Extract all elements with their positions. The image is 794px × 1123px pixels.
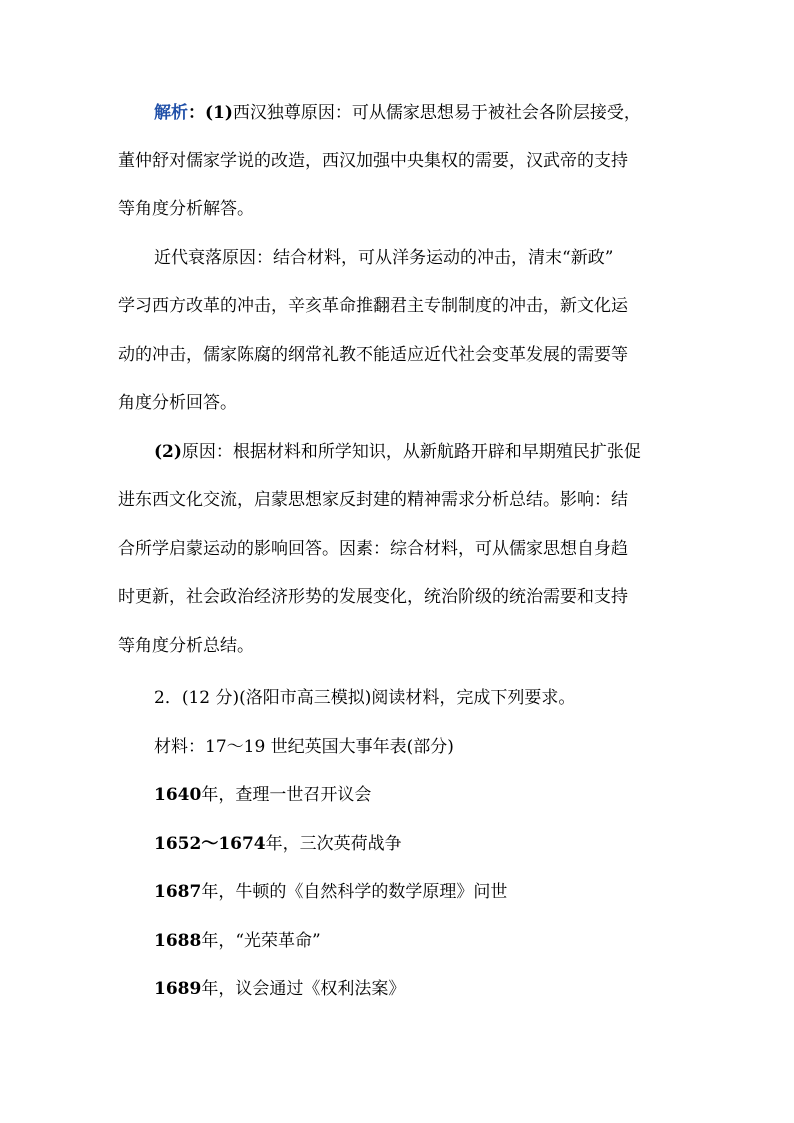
analysis-p2-line2: 学习西方改革的冲击，辛亥革命推翻君主专制制度的冲击，新文化运 <box>118 296 628 316</box>
event-text: 年，查理一世召开议会 <box>201 785 372 805</box>
analysis-p3-line2: 进东西文化交流，启蒙思想家反封建的精神需求分析总结。影响：结 <box>118 490 628 510</box>
question-header: 2．(12 分)(洛阳市高三模拟)阅读材料，完成下列要求。 <box>154 688 576 708</box>
event-year: 1652～1674 <box>154 834 266 854</box>
event-year: 1687 <box>154 882 202 902</box>
event-text: 年，议会通过《权利法案》 <box>201 979 406 999</box>
analysis-p3-line1 <box>154 440 680 464</box>
analysis-p3-line5: 等角度分析总结。 <box>118 636 254 656</box>
event-item <box>154 783 680 807</box>
analysis-p3-line3: 合所学启蒙运动的影响回答。因素：综合材料，可从儒家思想自身趋 <box>118 539 628 559</box>
analysis-p1-line3: 等角度分析解答。 <box>118 199 254 219</box>
analysis-p1-text: 西汉独尊原因：可从儒家思想易于被社会各阶层接受， <box>232 103 641 123</box>
event-text: 年，“光荣革命” <box>201 931 321 951</box>
analysis-p3-line4: 时更新，社会政治经济形势的发展变化，统治阶级的统治需要和支持 <box>118 587 628 607</box>
analysis-p2-line1: 近代衰落原因：结合材料，可从洋务运动的冲击，清末“新政” <box>154 248 614 268</box>
analysis-p2-line4: 角度分析回答。 <box>118 393 237 413</box>
analysis-p1-line1 <box>154 101 680 125</box>
event-year: 1640 <box>154 785 202 805</box>
event-item <box>154 880 680 904</box>
material-heading: 材料：17～19 世纪英国大事年表(部分) <box>154 737 454 757</box>
analysis-p3-text: 原因：根据材料和所学知识，从新航路开辟和早期殖民扩张促 <box>181 442 641 462</box>
analysis-p1-number: ：(1) <box>188 103 233 123</box>
event-text: 年，三次英荷战争 <box>265 834 402 854</box>
event-year: 1689 <box>154 979 202 999</box>
event-text: 年，牛顿的《自然科学的数学原理》问世 <box>201 882 508 902</box>
event-item <box>154 929 680 953</box>
event-item <box>154 977 680 1001</box>
event-year: 1688 <box>154 931 202 951</box>
analysis-p2-line3: 动的冲击，儒家陈腐的纲常礼教不能适应近代社会变革发展的需要等 <box>118 345 628 365</box>
event-item <box>154 832 680 856</box>
analysis-p3-number: (2) <box>154 442 182 462</box>
analysis-p1-line2: 董仲舒对儒家学说的改造，西汉加强中央集权的需要，汉武帝的支持 <box>118 151 628 171</box>
analysis-label: 解析 <box>154 103 188 123</box>
